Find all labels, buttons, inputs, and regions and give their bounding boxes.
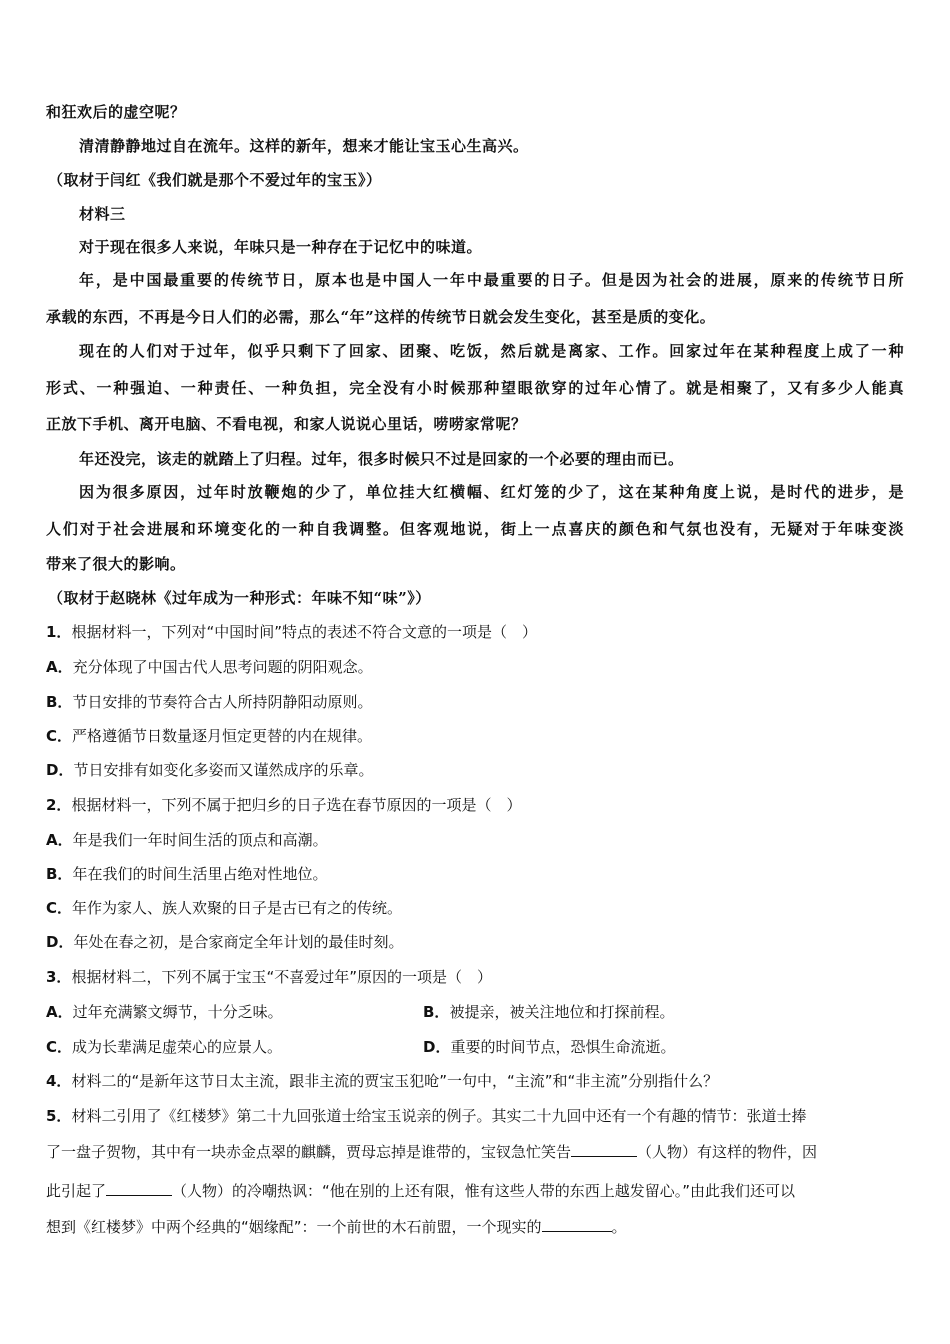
question-1-option-b: B．节日安排的节奏符合古人所持阴静阳动原则。 [46, 693, 373, 711]
question-3-option-d: D．重要的时间节点，恐惧生命流逝。 [423, 1038, 676, 1056]
question-3-options-row-2 [46, 1037, 904, 1057]
question-5-line-4: 想到《红楼梦》中两个经典的“姻缘配”：一个前世的木石前盟，一个现实的 。 [46, 1218, 627, 1236]
answer-blank [542, 1217, 612, 1232]
paragraph-line: 正放下手机、离开电脑、不看电视，和家人说说心里话，唠唠家常呢？ [46, 415, 527, 433]
question-1-option-c: C．严格遵循节日数量逐月恒定更替的内在规律。 [46, 727, 373, 745]
paragraph-line: 承载的东西，不再是今日人们的必需，那么“年”这样的传统节日就会发生变化，甚至是质的变化。 [46, 308, 716, 326]
source-citation: （取材于赵晓林《过年成为一种形式：年味不知“味”》） [48, 589, 431, 607]
section-heading: 材料三 [79, 205, 126, 223]
question-3-option-c: C．成为长辈满足虚荣心的应景人。 [46, 1038, 283, 1056]
question-2-stem: 2．根据材料一，下列不属于把归乡的日子选在春节原因的一项是（ ） [46, 796, 522, 814]
paragraph-line: 年，是中国最重要的传统节日，原本也是中国人一年中最重要的日子。但是因为社会的进展，原来的传统节日所 [79, 271, 904, 289]
paragraph-line: 因为很多原因，过年时放鞭炮的少了，单位挂大红横幅、红灯笼的少了，这在某种角度上说，是时代的进步，是 [79, 483, 904, 501]
paragraph-line: 形式、一种强迫、一种责任、一种负担，完全没有小时候那种望眼欲穿的过年心情了。就是相聚了，又有多少人能真 [46, 379, 904, 397]
paragraph-line: 现在的人们对于过年，似乎只剩下了回家、团聚、吃饭，然后就是离家、工作。回家过年在某种程度上成了一种 [79, 342, 904, 360]
paragraph-line: 人们对于社会进展和环境变化的一种自我调整。但客观地说，街上一点喜庆的颜色和气氛也没有，无疑对于年味变淡 [46, 520, 904, 538]
question-3-options-row-1 [46, 1002, 904, 1022]
question-3-option-b: B．被提亲，被关注地位和打探前程。 [423, 1003, 675, 1021]
answer-blank [571, 1142, 637, 1157]
paragraph-line: 带来了很大的影响。 [46, 555, 186, 573]
answer-blank [106, 1181, 172, 1196]
question-2-option-a: A．年是我们一年时间生活的顶点和高潮。 [46, 831, 328, 849]
question-1-option-a: A．充分体现了中国古代人思考问题的阴阳观念。 [46, 658, 373, 676]
question-4-stem: 4．材料二的“是新年这节日太主流，跟非主流的贾宝玉犯呛”一句中，“主流”和“非主流”分别指什么？ [46, 1072, 719, 1090]
question-2-option-d: D．年处在春之初，是合家商定全年计划的最佳时刻。 [46, 933, 404, 951]
source-citation: （取材于闫红《我们就是那个不爱过年的宝玉》） [48, 171, 382, 189]
question-3-stem: 3．根据材料二，下列不属于宝玉“不喜爱过年”原因的一项是（ ） [46, 968, 492, 986]
question-5-line-3: 此引起了 （人物）的冷嘲热讽：“他在别的上还有限，惟有这些人带的东西上越发留心。”由此我们还可以 [46, 1182, 796, 1200]
question-5-line-1: 5．材料二引用了《红楼梦》第二十九回张道士给宝玉说亲的例子。其实二十九回中还有一个有趣的情节：张道士捧 [46, 1107, 807, 1125]
question-2-option-b: B．年在我们的时间生活里占绝对性地位。 [46, 865, 328, 883]
paragraph-line: 清清静静地过自在流年。这样的新年，想来才能让宝玉心生高兴。 [79, 137, 529, 155]
paragraph-line: 和狂欢后的虚空呢？ [46, 103, 186, 121]
paragraph-line: 年还没完，该走的就踏上了归程。过年，很多时候只不过是回家的一个必要的理由而已。 [79, 450, 684, 468]
paragraph-line: 对于现在很多人来说，年味只是一种存在于记忆中的味道。 [79, 238, 483, 256]
question-1-stem: 1．根据材料一，下列对“中国时间”特点的表述不符合文意的一项是（ ） [46, 623, 537, 641]
question-5-line-2: 了一盘子贺物，其中有一块赤金点翠的麒麟，贾母忘掉是谁带的，宝钗急忙笑告 （人物）有这样的物件，因 [46, 1143, 818, 1161]
question-2-option-c: C．年作为家人、族人欢聚的日子是古已有之的传统。 [46, 899, 403, 917]
question-3-option-a: A．过年充满繁文缛节，十分乏味。 [46, 1003, 283, 1021]
question-1-option-d: D．节日安排有如变化多姿而又谨然成序的乐章。 [46, 761, 374, 779]
